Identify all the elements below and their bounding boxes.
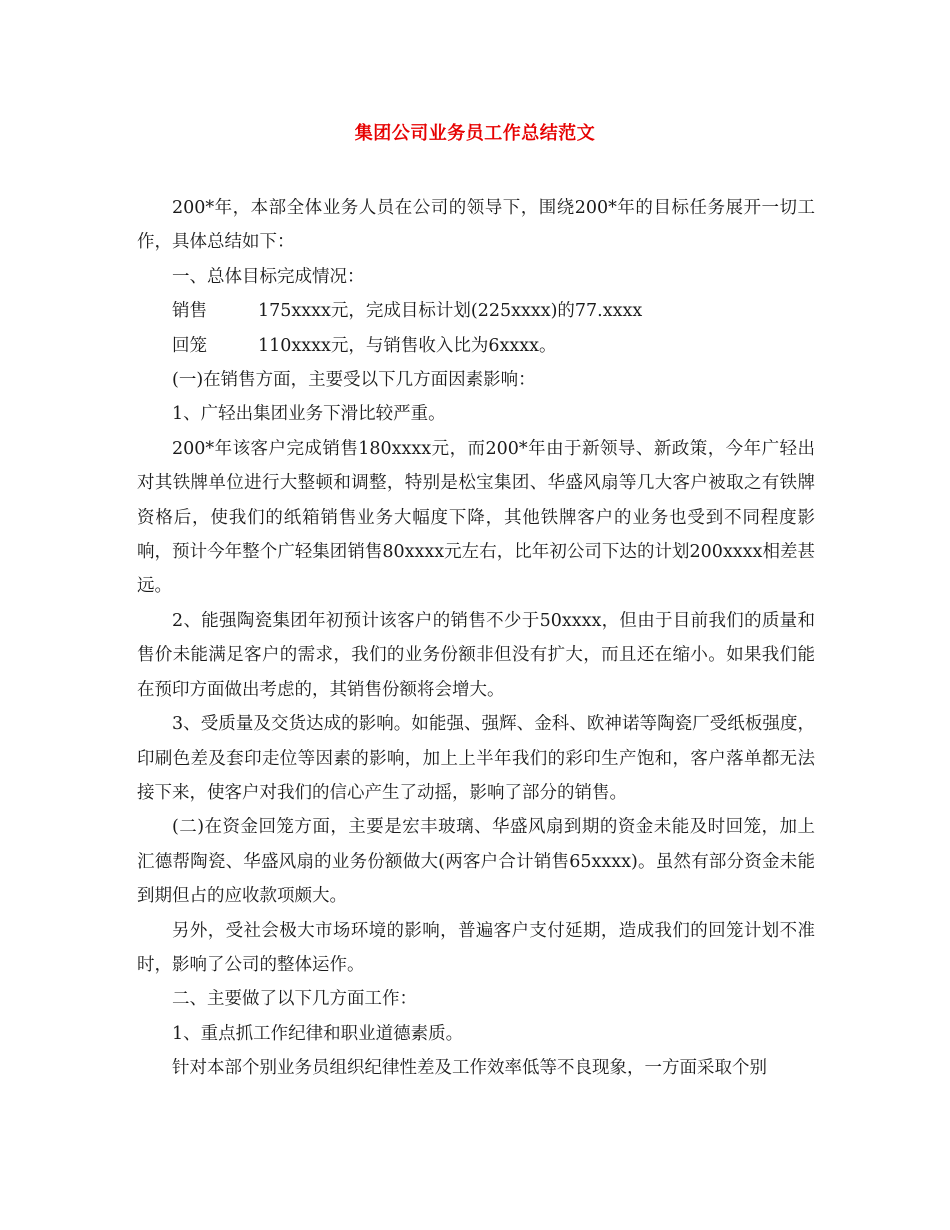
paragraph-quality: 3、受质量及交货达成的影响。如能强、强辉、金科、欧神诺等陶瓷厂受纸板强度，印刷色差及套印走位等因素的影响，加上上半年我们的彩印生产饱和，客户落单都无法接下来，使客户对我们的信心产生了动摇，影响了部分的销售。: [137, 714, 815, 803]
item-1-heading: 1、广轻出集团业务下滑比较严重。: [172, 404, 446, 425]
paragraph-guangqing: 200*年该客户完成销售180xxxx元，而200*年由于新领导、新政策，今年广轻出对其铁牌单位进行大整顿和调整，特别是松宝集团、华盛风扇等几大客户被取之有铁牌资格后，使我们的纸箱销售业务大幅度下降，其他铁牌客户的业务也受到不同程度影响，预计今年整个广轻集团销售80xxxx元左右，比年初公司下达的计划200xxxx相差甚远。: [137, 438, 815, 597]
heading-sales-factors: (一)在销售方面，主要受以下几方面因素影响：: [172, 370, 536, 391]
paragraph-market: 另外，受社会极大市场环境的影响，普遍客户支付延期，造成我们的回笼计划不准时，影响了公司的整体运作。: [137, 920, 815, 975]
sales-label: 销售: [172, 301, 207, 322]
collection-label: 回笼: [172, 335, 207, 356]
paragraph-discipline: 针对本部个别业务员组织纪律性差及工作效率低等不良现象，一方面采取个别: [172, 1058, 767, 1079]
document-title: 集团公司业务员工作总结范文: [354, 123, 596, 144]
collection-row: [137, 329, 815, 363]
document-body: [137, 191, 815, 1086]
work-item-1-heading: 1、重点抓工作纪律和职业道德素质。: [172, 1023, 464, 1044]
heading-overall-targets: 一、总体目标完成情况：: [172, 266, 365, 287]
paragraph-collection: (二)在资金回笼方面，主要是宏丰玻璃、华盛风扇到期的资金未能及时回笼，加上汇德帮陶瓷、华盛风扇的业务份额做大(两客户合计销售65xxxx)。虽然有部分资金未能到期但占的应收款项颇大。: [137, 817, 815, 907]
sales-row: [137, 294, 815, 328]
heading-work-done: 二、主要做了以下几方面工作：: [172, 989, 417, 1010]
sales-value: 175xxxx元，完成目标计划(225xxxx)的77.xxxx: [258, 301, 643, 322]
paragraph-nengqiang: 2、能强陶瓷集团年初预计该客户的销售不少于50xxxx，但由于目前我们的质量和售价未能满足客户的需求，我们的业务份额非但没有扩大，而且还在缩小。如果我们能在预印方面做出考虑的，其销售份额将会增大。: [137, 610, 815, 700]
collection-value: 110xxxx元，与销售收入比为6xxxx。: [258, 335, 557, 356]
paragraph-intro: 200*年，本部全体业务人员在公司的领导下，围绕200*年的目标任务展开一切工作，具体总结如下：: [137, 198, 815, 253]
